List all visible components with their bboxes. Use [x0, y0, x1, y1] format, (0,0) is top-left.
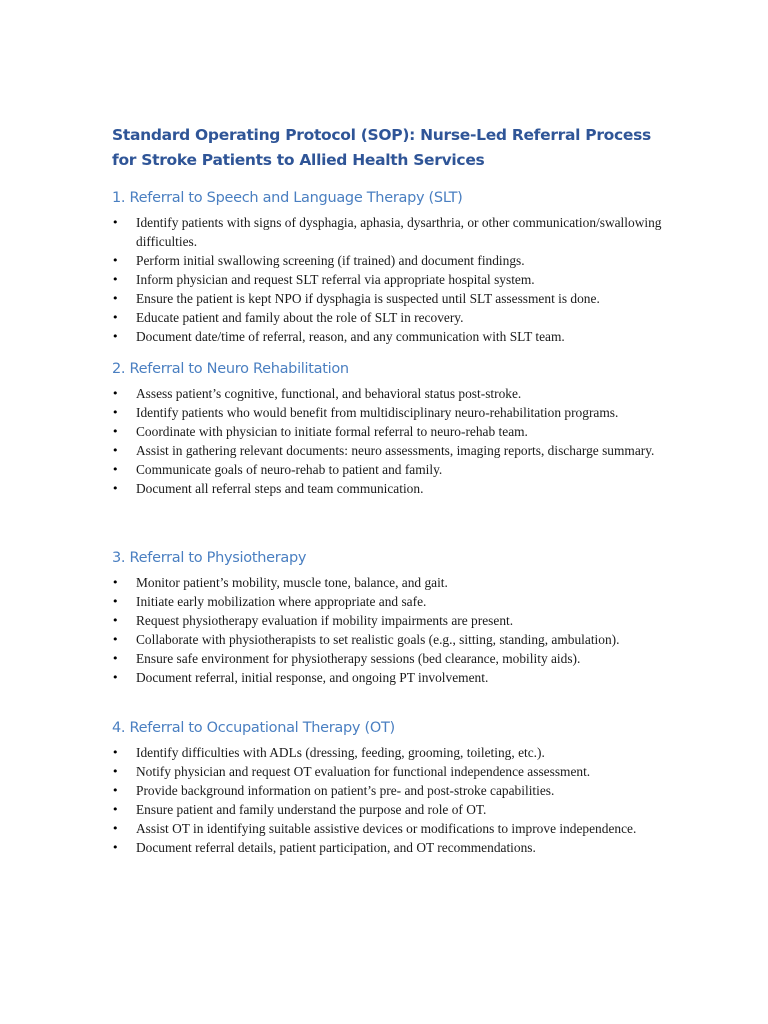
- list-item-text: Assist in gathering relevant documents: neuro assessments, imaging reports, discharge summary.: [136, 443, 655, 458]
- list-item-text: Document all referral steps and team communication.: [136, 481, 424, 496]
- bullet-icon: •: [112, 330, 119, 343]
- bullet-icon: •: [112, 822, 119, 835]
- bullet-icon: •: [112, 216, 119, 229]
- list-item-text: Inform physician and request SLT referral via appropriate hospital system.: [136, 272, 535, 287]
- list-item: [112, 422, 672, 441]
- bullet-icon: •: [112, 292, 119, 305]
- list-item-text: Identify patients who would benefit from multidisciplinary neuro-rehabilitation programs.: [136, 405, 619, 420]
- list-item-text: Coordinate with physician to initiate formal referral to neuro-rehab team.: [136, 424, 528, 439]
- list-item-text: Document referral details, patient participation, and OT recommendations.: [136, 840, 536, 855]
- bullet-icon: •: [112, 765, 119, 778]
- list-item-text: Initiate early mobilization where appropriate and safe.: [136, 594, 427, 609]
- list-item: [112, 403, 672, 422]
- list-item-text: Monitor patient’s mobility, muscle tone, balance, and gait.: [136, 575, 448, 590]
- list-item-text: Collaborate with physiotherapists to set realistic goals (e.g., sitting, standing, ambulation).: [136, 632, 620, 647]
- list-item-text: Perform initial swallowing screening (if trained) and document findings.: [136, 253, 525, 268]
- bullet-icon: •: [112, 463, 119, 476]
- list-item-text: Provide background information on patient’s pre- and post-stroke capabilities.: [136, 783, 555, 798]
- bullet-icon: •: [112, 746, 119, 759]
- bullet-icon: •: [112, 652, 119, 665]
- list-item-text: Request physiotherapy evaluation if mobility impairments are present.: [136, 613, 514, 628]
- list-item: [112, 384, 672, 403]
- section-physiotherapy: [112, 547, 672, 687]
- list-item: [112, 838, 672, 857]
- list-item: [112, 592, 672, 611]
- section-neuro-rehab: [112, 358, 672, 498]
- list-item: [112, 800, 672, 819]
- list-item-text: Ensure safe environment for physiotherapy sessions (bed clearance, mobility aids).: [136, 651, 581, 666]
- list-item: [112, 213, 672, 251]
- list-item-text: Document date/time of referral, reason, and any communication with SLT team.: [136, 329, 565, 344]
- bullet-list: [112, 213, 672, 346]
- list-item-text: Assist OT in identifying suitable assistive devices or modifications to improve independence.: [136, 821, 637, 836]
- list-item: [112, 251, 672, 270]
- section-slt: [112, 187, 672, 346]
- bullet-icon: •: [112, 614, 119, 627]
- list-item: [112, 611, 672, 630]
- document-title: Standard Operating Protocol (SOP): Nurse-Led Referral Process for Stroke Patients to Allied Health Services: [112, 126, 651, 169]
- section-occupational-therapy: [112, 717, 672, 857]
- bullet-icon: •: [112, 254, 119, 267]
- list-item-text: Assess patient’s cognitive, functional, and behavioral status post-stroke.: [136, 386, 522, 401]
- bullet-icon: •: [112, 784, 119, 797]
- list-item: [112, 479, 672, 498]
- list-item: [112, 327, 672, 346]
- bullet-icon: •: [112, 576, 119, 589]
- bullet-icon: •: [112, 595, 119, 608]
- bullet-icon: •: [112, 311, 119, 324]
- list-item: [112, 762, 672, 781]
- list-item: [112, 460, 672, 479]
- list-item-text: Document referral, initial response, and ongoing PT involvement.: [136, 670, 489, 685]
- bullet-list: [112, 743, 672, 857]
- bullet-icon: •: [112, 444, 119, 457]
- bullet-icon: •: [112, 482, 119, 495]
- list-item-text: Identify difficulties with ADLs (dressing, feeding, grooming, toileting, etc.).: [136, 745, 545, 760]
- list-item: [112, 819, 672, 838]
- list-item: [112, 270, 672, 289]
- list-item-text: Educate patient and family about the role of SLT in recovery.: [136, 310, 464, 325]
- bullet-icon: •: [112, 671, 119, 684]
- list-item-text: Notify physician and request OT evaluation for functional independence assessment.: [136, 764, 591, 779]
- list-item: [112, 289, 672, 308]
- list-item: [112, 308, 672, 327]
- section-heading: 2. Referral to Neuro Rehabilitation: [112, 361, 349, 377]
- bullet-icon: •: [112, 387, 119, 400]
- bullet-icon: •: [112, 633, 119, 646]
- section-heading: 4. Referral to Occupational Therapy (OT): [112, 720, 395, 736]
- list-item: [112, 743, 672, 762]
- bullet-icon: •: [112, 406, 119, 419]
- list-item: [112, 781, 672, 800]
- list-item: [112, 573, 672, 592]
- list-item-text: Ensure the patient is kept NPO if dysphagia is suspected until SLT assessment is done.: [136, 291, 600, 306]
- list-item: [112, 441, 672, 460]
- list-item: [112, 630, 672, 649]
- bullet-icon: •: [112, 273, 119, 286]
- bullet-icon: •: [112, 803, 119, 816]
- bullet-icon: •: [112, 841, 119, 854]
- bullet-list: [112, 384, 672, 498]
- bullet-list: [112, 573, 672, 687]
- section-heading: 3. Referral to Physiotherapy: [112, 550, 307, 566]
- list-item: [112, 649, 672, 668]
- section-heading: 1. Referral to Speech and Language Therapy (SLT): [112, 190, 463, 206]
- list-item: [112, 668, 672, 687]
- list-item-text: Ensure patient and family understand the purpose and role of OT.: [136, 802, 487, 817]
- list-item-text: Communicate goals of neuro-rehab to patient and family.: [136, 462, 443, 477]
- list-item-text: Identify patients with signs of dysphagia, aphasia, dysarthria, or other communication/swallowing difficulties.: [136, 215, 662, 249]
- bullet-icon: •: [112, 425, 119, 438]
